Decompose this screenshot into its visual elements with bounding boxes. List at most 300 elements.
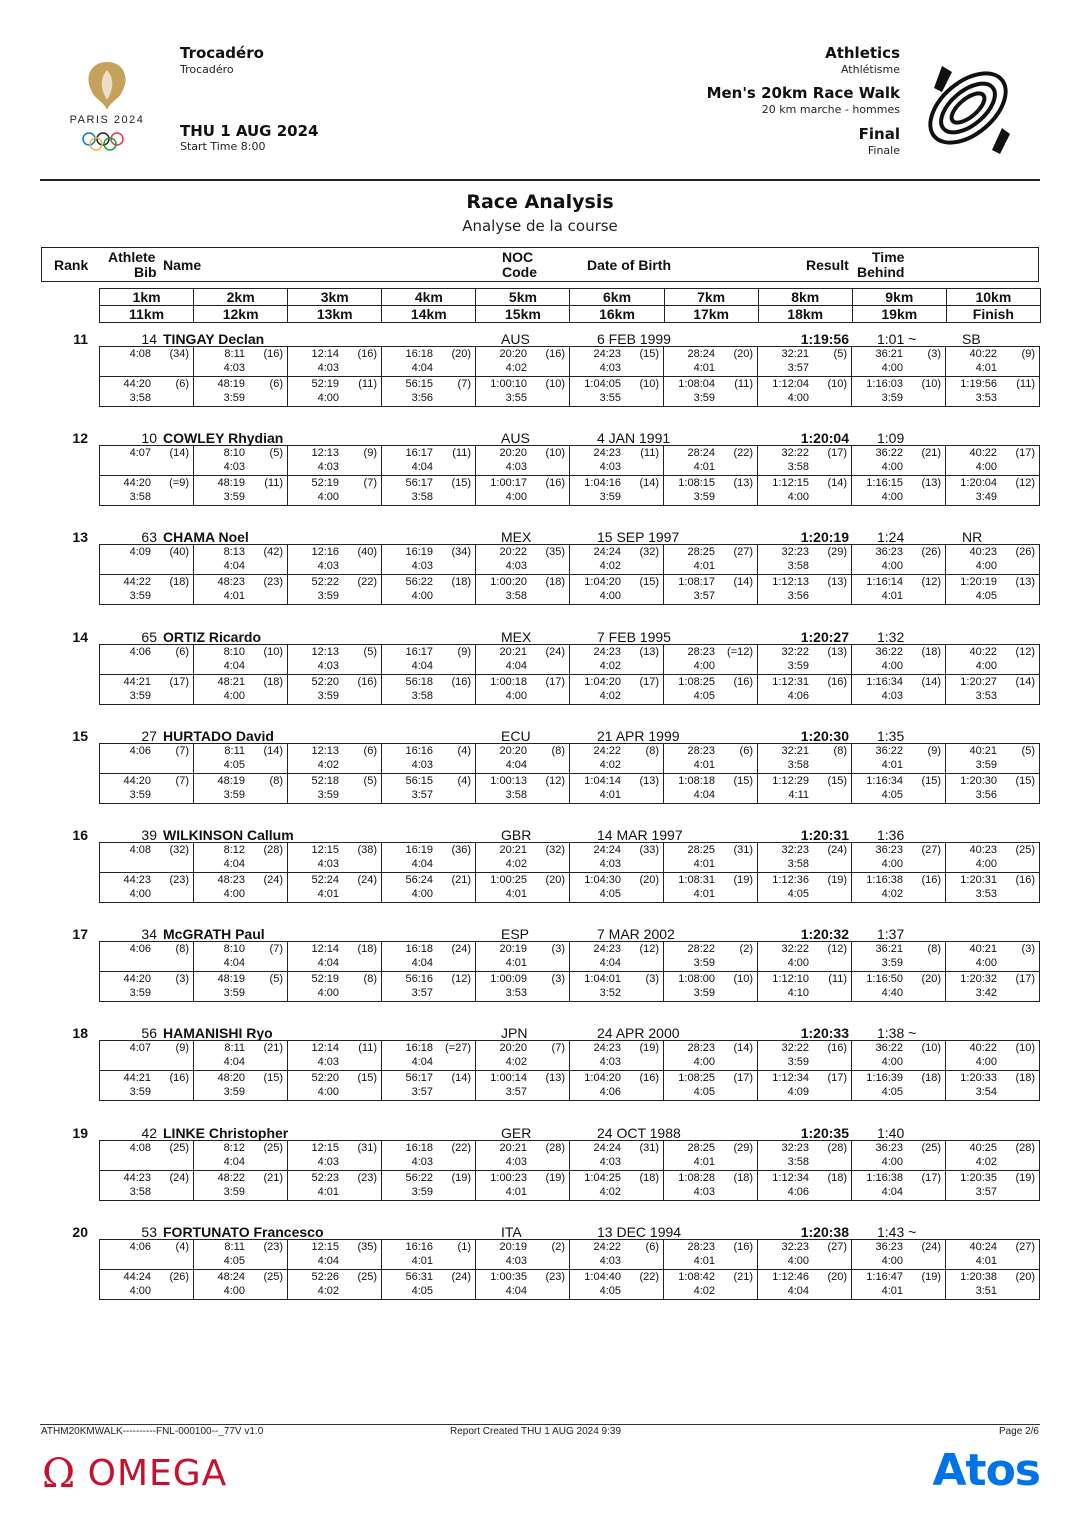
omega-symbol-icon: Ω	[42, 1451, 76, 1497]
split-lap: 4:11	[788, 788, 809, 801]
split-lap: 4:03	[317, 560, 339, 573]
split-cell	[475, 445, 570, 476]
split-rank: (15)	[733, 774, 753, 787]
split-lap: 4:00	[411, 590, 433, 603]
split-time: 1:00:13	[490, 774, 527, 787]
split-rank: (14)	[639, 477, 659, 490]
split-lap: 3:59	[787, 1056, 809, 1069]
split-cell	[287, 346, 382, 377]
split-cell	[99, 574, 194, 605]
split-lap: 4:00	[693, 659, 715, 672]
split-rank: (24)	[921, 1240, 941, 1253]
split-rank: (16)	[263, 348, 283, 360]
athlete-bib: 53	[141, 1223, 157, 1240]
split-time: 52:23	[311, 1171, 339, 1184]
split-cell	[287, 1040, 382, 1071]
split-time: 16:18	[405, 1042, 433, 1055]
athlete-noc: AUS	[501, 331, 530, 347]
split-label-bottom-5: 15km	[475, 305, 570, 323]
split-rank: (25)	[263, 1141, 283, 1154]
split-lap: 4:01	[881, 590, 903, 603]
athlete-rank: 15	[72, 727, 88, 744]
split-time: 20:20	[499, 447, 527, 460]
split-cell	[569, 544, 664, 575]
split-rank: (18)	[545, 576, 565, 589]
split-rank: (13)	[639, 774, 659, 787]
split-rank: (10)	[827, 378, 847, 390]
split-cell	[851, 1239, 946, 1270]
split-rank: (14)	[827, 477, 847, 490]
split-cell	[945, 971, 1040, 1002]
split-time: 4:08	[129, 844, 151, 856]
split-lap: 4:01	[693, 888, 715, 900]
split-time: 52:19	[311, 378, 339, 390]
split-cell	[663, 644, 758, 675]
split-cell	[193, 574, 288, 605]
split-lap: 4:01	[693, 461, 715, 474]
split-cell	[663, 941, 758, 972]
split-rank: (14)	[263, 744, 283, 757]
split-lap: 3:58	[129, 392, 151, 404]
split-cell	[287, 644, 382, 675]
split-time: 1:16:34	[866, 675, 903, 688]
split-lap: 3:58	[505, 590, 527, 603]
split-cell	[193, 773, 288, 804]
split-lap: 4:01	[693, 858, 715, 870]
split-time: 28:24	[687, 447, 715, 460]
athlete-behind: 1:40	[877, 1124, 905, 1141]
split-cell	[569, 1170, 664, 1201]
split-lap: 3:59	[223, 788, 245, 801]
split-time: 4:09	[129, 546, 151, 559]
split-grid	[99, 1040, 1040, 1102]
split-time: 12:14	[311, 348, 339, 360]
split-time: 40:21	[969, 943, 997, 956]
split-time: 36:22	[875, 744, 903, 757]
split-cell	[663, 346, 758, 377]
split-lap: 4:02	[599, 689, 621, 702]
split-rank: (12)	[639, 943, 659, 956]
split-lap: 4:04	[693, 788, 715, 801]
split-rank: (32)	[169, 844, 189, 856]
split-cell	[287, 1140, 382, 1171]
split-lap: 4:04	[505, 758, 527, 771]
split-rank: (4)	[175, 1240, 189, 1253]
split-cell	[381, 445, 476, 476]
split-cell	[381, 1269, 476, 1300]
split-time: 40:23	[969, 844, 997, 856]
split-time: 56:16	[405, 973, 433, 986]
split-rank: (16)	[357, 348, 377, 360]
split-rank: (17)	[169, 675, 189, 688]
split-cell	[757, 376, 852, 407]
split-lap: 4:00	[505, 491, 527, 504]
split-cell	[851, 743, 946, 774]
split-time: 32:22	[781, 1042, 809, 1055]
split-time: 28:22	[687, 943, 715, 956]
split-rank: (10)	[545, 447, 565, 460]
split-lap: 3:57	[505, 1086, 527, 1099]
split-cell	[757, 346, 852, 377]
split-rank: (31)	[357, 1141, 377, 1154]
split-cell	[851, 971, 946, 1002]
split-time: 32:22	[781, 645, 809, 658]
athlete-dob: 7 FEB 1995	[597, 628, 671, 645]
split-time: 8:10	[223, 447, 245, 460]
split-time: 1:20:04	[960, 477, 997, 490]
split-time: 1:16:50	[866, 973, 903, 986]
split-rank: (24)	[357, 874, 377, 886]
split-time: 1:04:20	[584, 675, 621, 688]
split-time: 36:23	[875, 844, 903, 856]
split-rank: (16)	[921, 874, 941, 886]
split-lap: 3:42	[975, 987, 997, 1000]
split-cell	[193, 346, 288, 377]
split-rank: (10)	[921, 1042, 941, 1055]
split-cell	[945, 1239, 1040, 1270]
split-lap: 4:06	[787, 1185, 809, 1198]
split-label-top-5: 5km	[475, 288, 570, 306]
split-rank: (17)	[1015, 447, 1035, 460]
split-time: 12:15	[311, 1141, 339, 1154]
col-bib: Bib	[134, 264, 157, 280]
split-cell	[287, 941, 382, 972]
split-lap: 4:03	[599, 1155, 621, 1168]
split-rank: (5)	[363, 774, 377, 787]
split-cell	[99, 1040, 194, 1071]
split-cell	[945, 574, 1040, 605]
split-time: 48:19	[217, 774, 245, 787]
split-rank: (=27)	[445, 1042, 471, 1055]
split-lap: 4:00	[505, 689, 527, 702]
split-time: 1:08:00	[678, 973, 715, 986]
event-name-fr: 20 km marche - hommes	[761, 103, 900, 116]
split-time: 20:19	[499, 1240, 527, 1253]
split-lap: 4:02	[599, 1185, 621, 1198]
split-cell	[381, 941, 476, 972]
split-rank: (15)	[357, 1072, 377, 1085]
split-lap: 4:00	[881, 1056, 903, 1069]
split-time: 52:18	[311, 774, 339, 787]
split-time: 52:19	[311, 477, 339, 490]
split-cell	[569, 743, 664, 774]
split-cell	[757, 674, 852, 705]
split-rank: (5)	[833, 348, 847, 360]
split-lap: 4:03	[599, 461, 621, 474]
split-time: 44:20	[123, 477, 151, 490]
split-time: 12:15	[311, 1240, 339, 1253]
split-header	[99, 288, 1040, 325]
split-lap: 3:58	[787, 560, 809, 573]
split-lap: 3:59	[411, 1185, 433, 1198]
split-cell	[475, 475, 570, 506]
athlete-noc: ITA	[501, 1223, 522, 1240]
split-cell	[757, 743, 852, 774]
split-rank: (18)	[263, 675, 283, 688]
split-time: 40:21	[969, 744, 997, 757]
split-rank: (11)	[640, 447, 659, 460]
split-cell	[945, 1269, 1040, 1300]
split-rank: (13)	[545, 1072, 565, 1085]
split-rank: (16)	[169, 1072, 189, 1085]
split-time: 40:25	[969, 1141, 997, 1154]
split-lap: 4:00	[881, 1155, 903, 1168]
split-time: 1:16:47	[866, 1270, 903, 1283]
athlete-result: 1:20:38	[800, 1223, 849, 1240]
phase-fr: Finale	[867, 144, 900, 157]
split-rank: (1)	[457, 1240, 471, 1253]
split-lap: 4:01	[693, 1155, 715, 1168]
split-time: 1:12:34	[772, 1171, 809, 1184]
split-cell	[99, 1070, 194, 1101]
split-lap: 4:00	[223, 689, 245, 702]
split-rank: (6)	[363, 744, 377, 757]
split-cell	[381, 1140, 476, 1171]
split-time: 56:15	[405, 378, 433, 390]
split-time: 16:19	[405, 546, 433, 559]
split-time: 16:18	[405, 348, 433, 360]
split-rank: (20)	[451, 348, 471, 360]
split-lap: 3:53	[975, 888, 997, 900]
split-cell	[663, 674, 758, 705]
split-lap: 3:55	[599, 392, 621, 404]
athlete-bib: 34	[141, 926, 157, 943]
split-header-bottom	[99, 305, 1040, 323]
split-rank: (8)	[363, 973, 377, 986]
split-time: 48:22	[217, 1171, 245, 1184]
split-rank: (16)	[639, 1072, 659, 1085]
split-rank: (13)	[639, 645, 659, 658]
athlete-rank: 16	[72, 827, 88, 843]
split-time: 4:08	[129, 1141, 151, 1154]
split-rank: (23)	[357, 1171, 377, 1184]
split-time: 44:20	[123, 973, 151, 986]
split-time: 1:20:33	[960, 1072, 997, 1085]
split-time: 1:16:14	[866, 576, 903, 589]
split-rank: (18)	[827, 1171, 847, 1184]
race-walk-pictogram-icon	[912, 58, 1024, 158]
split-lap: 3:57	[693, 590, 715, 603]
split-time: 1:12:31	[772, 675, 809, 688]
split-rank: (14)	[733, 1042, 753, 1055]
split-cell	[851, 1040, 946, 1071]
split-cell	[381, 475, 476, 506]
split-grid	[99, 445, 1040, 507]
split-cell	[851, 674, 946, 705]
split-lap: 4:01	[975, 362, 997, 374]
split-time: 20:21	[499, 1141, 527, 1154]
split-lap: 4:00	[881, 491, 903, 504]
split-lap: 3:56	[787, 590, 809, 603]
split-rank: (10)	[545, 378, 565, 390]
split-cell	[757, 445, 852, 476]
split-cell	[99, 743, 194, 774]
split-time: 1:12:36	[772, 874, 809, 886]
col-behind: Behind	[857, 264, 905, 280]
split-time: 1:04:25	[584, 1171, 621, 1184]
split-lap: 4:00	[129, 1284, 151, 1297]
split-lap: 3:59	[693, 491, 715, 504]
split-cell	[287, 475, 382, 506]
split-time: 32:22	[781, 943, 809, 956]
split-time: 44:22	[123, 576, 151, 589]
col-time: Time	[872, 249, 905, 265]
split-lap: 4:06	[787, 689, 809, 702]
split-cell	[381, 872, 476, 903]
split-rank: (10)	[733, 973, 753, 986]
athlete-row	[41, 727, 1040, 826]
sport-fr: Athlétisme	[840, 63, 900, 76]
split-time: 1:04:16	[584, 477, 621, 490]
split-rank: (5)	[1021, 744, 1035, 757]
split-rank: (=12)	[727, 645, 753, 658]
split-time: 1:20:19	[960, 576, 997, 589]
split-cell	[287, 971, 382, 1002]
split-cell	[475, 842, 570, 873]
split-lap: 3:59	[787, 659, 809, 672]
split-rank: (14)	[169, 447, 189, 460]
split-rank: (10)	[263, 645, 283, 658]
split-cell	[99, 644, 194, 675]
split-time: 48:23	[217, 874, 245, 886]
split-rank: (31)	[639, 1141, 659, 1154]
split-cell	[569, 475, 664, 506]
split-rank: (12)	[451, 973, 471, 986]
split-lap: 4:02	[317, 1284, 339, 1297]
split-time: 4:06	[129, 645, 151, 658]
split-time: 52:26	[311, 1270, 339, 1283]
split-cell	[99, 773, 194, 804]
split-rank: (35)	[545, 546, 565, 559]
split-lap: 4:03	[599, 1254, 621, 1267]
split-rank: (28)	[1015, 1141, 1035, 1154]
split-rank: (15)	[827, 774, 847, 787]
split-time: 8:13	[223, 546, 245, 559]
split-time: 20:21	[499, 645, 527, 658]
split-rank: (4)	[457, 774, 471, 787]
split-lap: 4:00	[881, 858, 903, 870]
split-cell	[851, 1170, 946, 1201]
split-time: 1:16:39	[866, 1072, 903, 1085]
split-rank: (8)	[645, 744, 659, 757]
split-rank: (36)	[451, 844, 471, 856]
split-cell	[851, 475, 946, 506]
split-lap: 4:00	[975, 461, 997, 474]
split-label-top-6: 6km	[569, 288, 664, 306]
split-cell	[475, 574, 570, 605]
split-time: 56:31	[405, 1270, 433, 1283]
split-time: 1:12:34	[772, 1072, 809, 1085]
split-cell	[287, 842, 382, 873]
split-lap: 3:58	[129, 491, 151, 504]
split-cell	[663, 1239, 758, 1270]
split-lap: 3:59	[317, 689, 339, 702]
split-time: 48:20	[217, 1072, 245, 1085]
split-rank: (16)	[545, 477, 565, 490]
split-cell	[945, 644, 1040, 675]
split-cell	[99, 1269, 194, 1300]
split-rank: (16)	[733, 1240, 753, 1253]
split-time: 56:22	[405, 576, 433, 589]
split-cell	[663, 1040, 758, 1071]
split-cell	[663, 544, 758, 575]
split-rank: (32)	[545, 844, 565, 856]
split-time: 1:00:14	[490, 1072, 527, 1085]
split-time: 28:25	[687, 1141, 715, 1154]
split-rank: (25)	[169, 1141, 189, 1154]
split-time: 44:21	[123, 1072, 151, 1085]
split-cell	[945, 544, 1040, 575]
split-label-top-4: 4km	[381, 288, 476, 306]
split-lap: 4:05	[223, 758, 245, 771]
athlete-bib: 10	[141, 430, 157, 447]
split-time: 36:22	[875, 645, 903, 658]
split-lap: 4:04	[411, 659, 433, 672]
split-cell	[569, 1070, 664, 1101]
split-cell	[945, 376, 1040, 407]
split-lap: 4:01	[505, 1185, 527, 1198]
split-rank: (21)	[733, 1270, 753, 1283]
split-time: 24:24	[593, 546, 621, 559]
col-rank: Rank	[54, 257, 89, 273]
split-rank: (16)	[1015, 874, 1035, 886]
split-cell	[193, 941, 288, 972]
split-cell	[757, 544, 852, 575]
split-label-bottom-4: 14km	[381, 305, 476, 323]
split-lap: 4:01	[693, 758, 715, 771]
logo-text: PARIS 2024	[69, 114, 145, 126]
split-grid	[99, 842, 1040, 904]
split-lap: 4:01	[693, 560, 715, 573]
split-lap: 4:04	[411, 362, 433, 374]
split-cell	[757, 1070, 852, 1101]
split-rank: (38)	[357, 844, 377, 856]
athlete-dob: 15 SEP 1997	[597, 529, 680, 546]
split-rank: (6)	[269, 378, 283, 390]
split-cell	[99, 475, 194, 506]
split-time: 1:00:18	[490, 675, 527, 688]
split-lap: 4:00	[317, 491, 339, 504]
split-cell	[381, 346, 476, 377]
split-time: 1:08:18	[678, 774, 715, 787]
split-cell	[757, 475, 852, 506]
split-time: 1:12:10	[772, 973, 809, 986]
athlete-name: TINGAY Declan	[163, 331, 265, 347]
split-lap: 3:55	[505, 392, 527, 404]
split-cell	[851, 644, 946, 675]
split-cell	[475, 1070, 570, 1101]
athlete-row	[41, 925, 1040, 1024]
split-rank: (13)	[1015, 576, 1035, 589]
split-time: 20:20	[499, 1042, 527, 1055]
athlete-row	[41, 528, 1040, 627]
split-lap: 4:04	[505, 1284, 527, 1297]
split-lap: 4:00	[317, 392, 339, 404]
athlete-behind: 1:37	[877, 926, 905, 943]
split-rank: (7)	[175, 774, 189, 787]
split-lap: 4:00	[975, 1056, 997, 1069]
split-cell	[381, 1239, 476, 1270]
split-grid	[99, 544, 1040, 606]
split-lap: 4:03	[505, 461, 527, 474]
split-rank: (19)	[545, 1171, 565, 1184]
athlete-rank: 14	[72, 628, 88, 645]
split-lap: 4:01	[317, 1185, 339, 1198]
split-lap: 4:02	[599, 758, 621, 771]
split-time: 44:20	[123, 378, 151, 390]
split-cell	[99, 971, 194, 1002]
split-lap: 4:03	[317, 362, 339, 374]
